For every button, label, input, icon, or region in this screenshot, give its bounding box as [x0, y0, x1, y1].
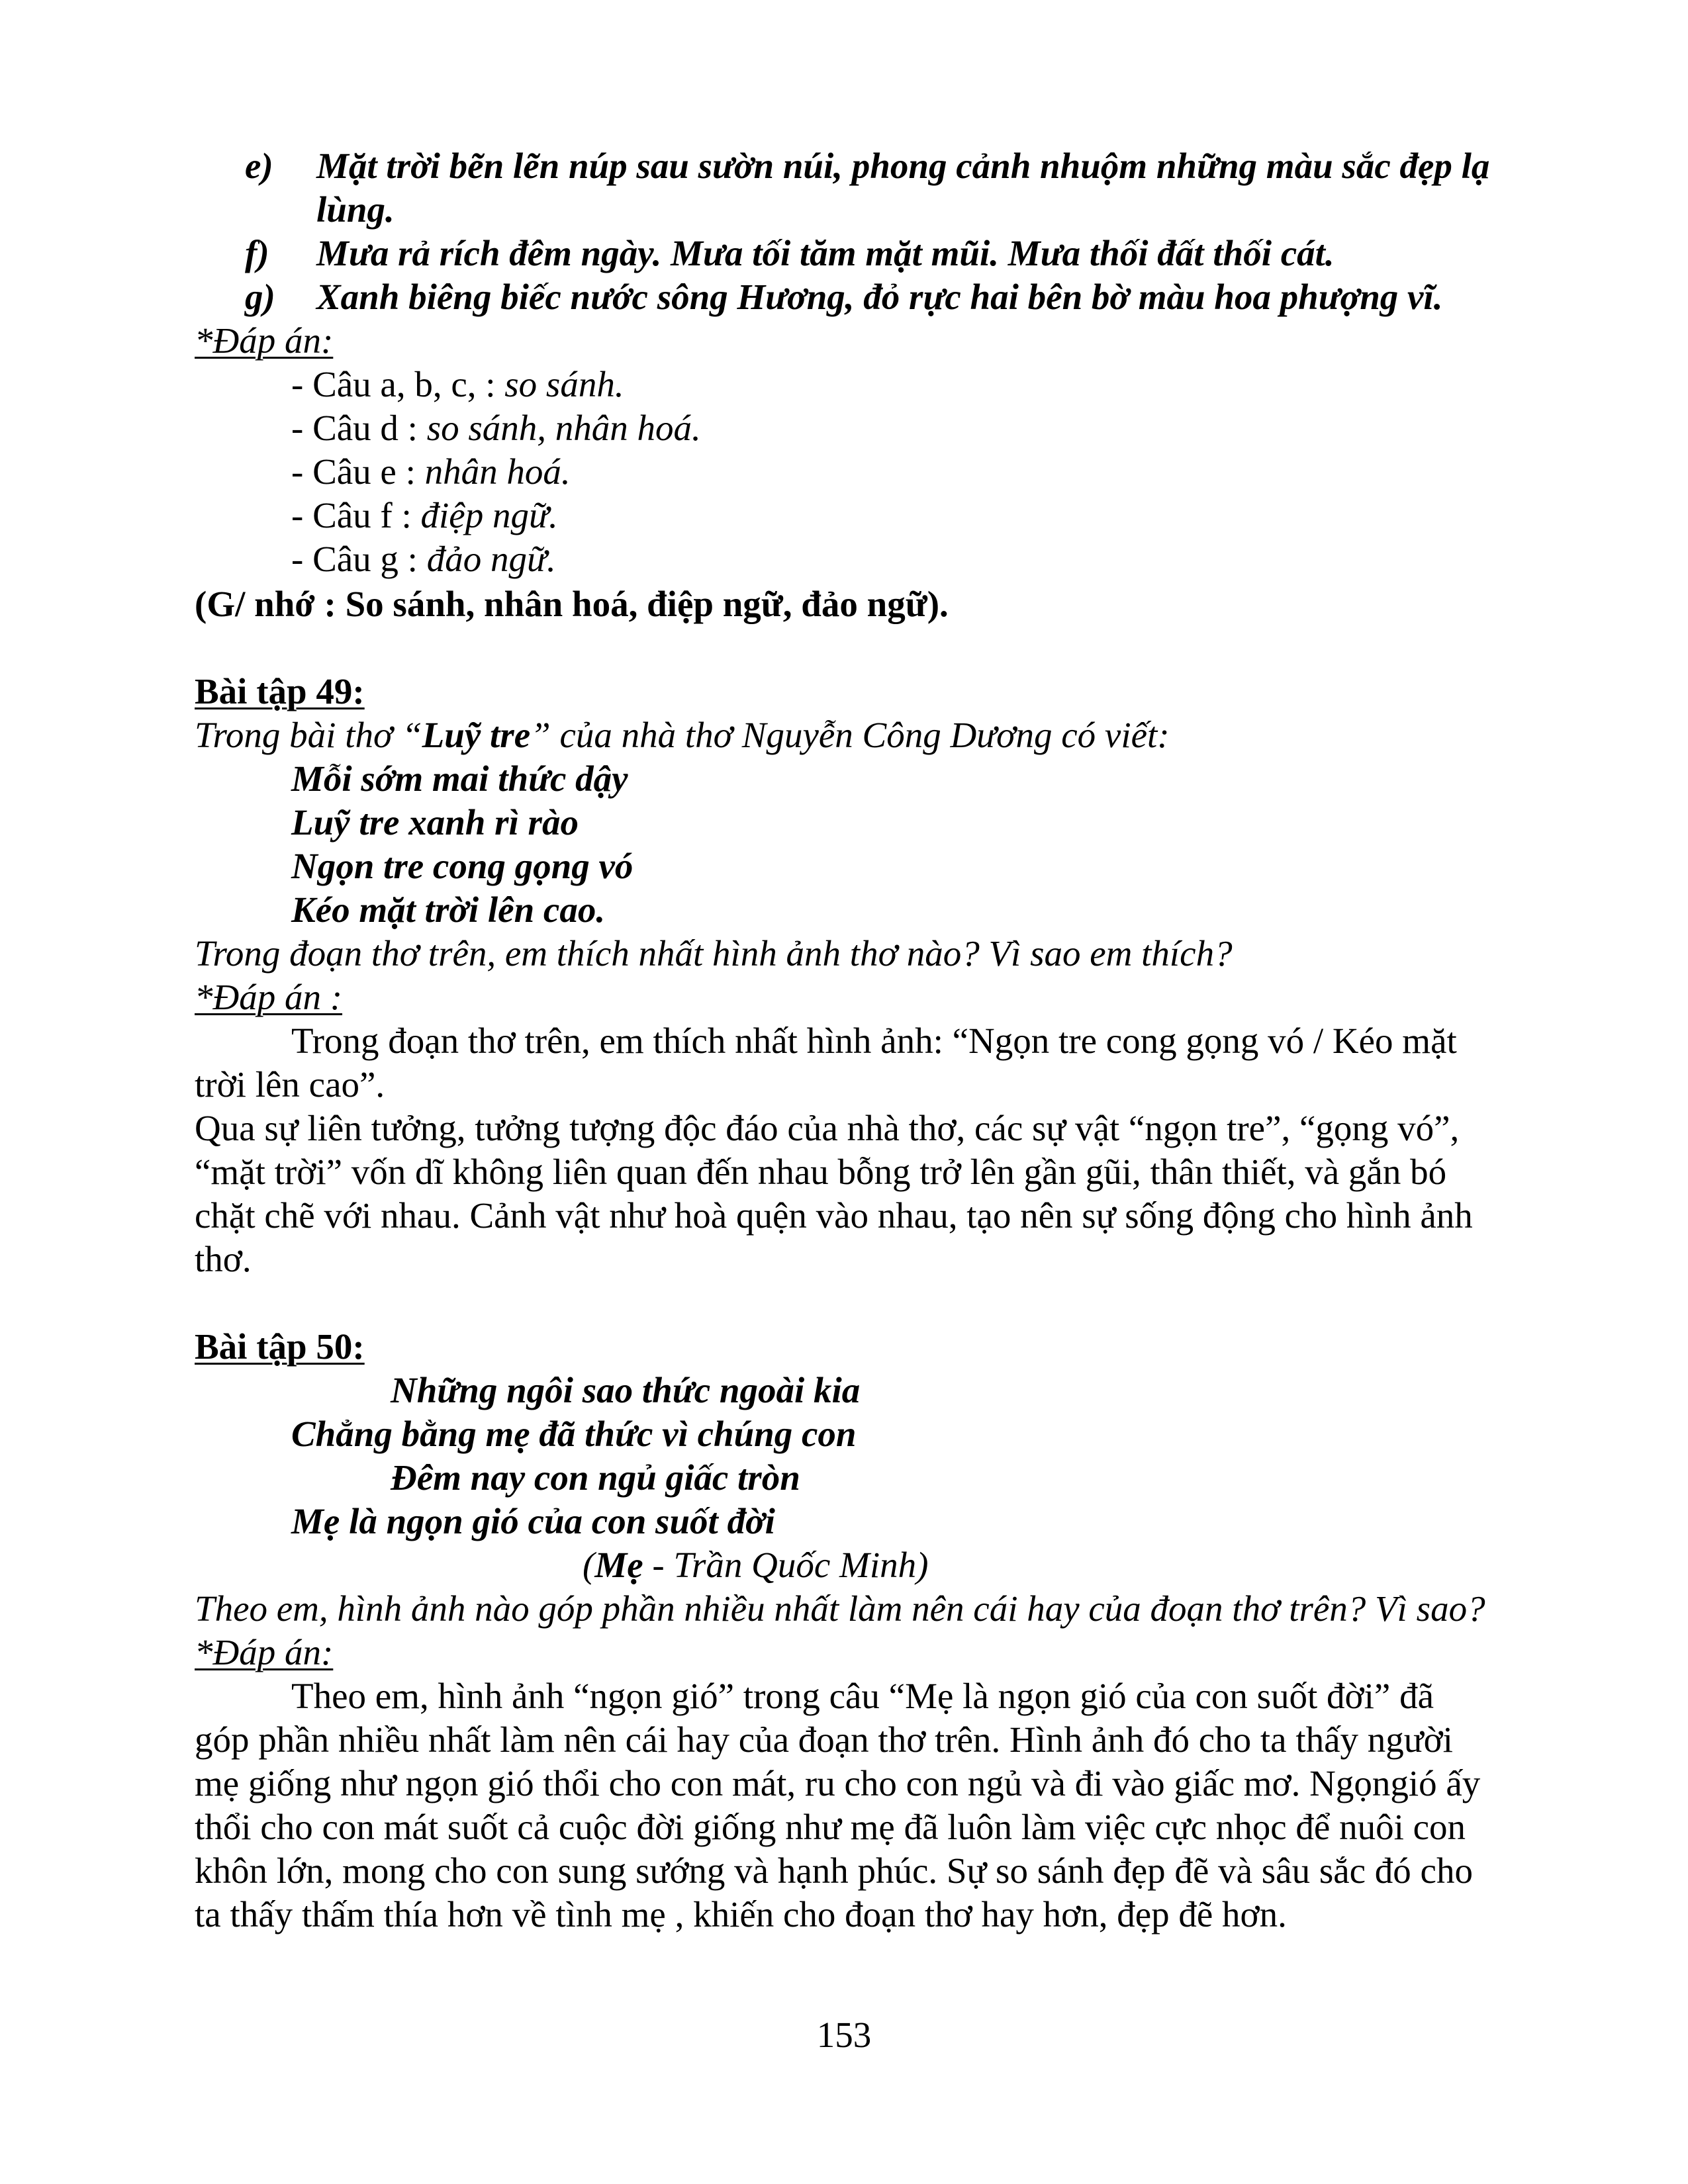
page-number: 153 [816, 2015, 872, 2055]
exercise-item-f: f) Mưa rả rích đêm ngày. Mưa tối tăm mặt mũi. Mưa thối đất thối cát. [245, 233, 1335, 273]
exercise-heading: Bài tập 50: [195, 1326, 365, 1367]
answer-heading: *Đáp án : [195, 977, 343, 1017]
exercise-item-g: g) Xanh biêng biếc nước sông Hương, đỏ rực hai bên bờ màu hoa phượng vĩ. [245, 277, 1443, 317]
exercise-heading: Bài tập 49: [195, 671, 365, 711]
poem-title: Luỹ tre [422, 715, 531, 755]
answer-line: - Câu f : điệp ngữ. [291, 495, 558, 535]
exercise-item-e-continuation: lùng. [316, 189, 395, 230]
poem-line: Mỗi sớm mai thức dậy [291, 758, 628, 799]
poem-line: Mẹ là ngọn gió của con suốt đời [291, 1501, 775, 1541]
answer-paragraph-line: chặt chẽ với nhau. Cảnh vật như hoà quện vào nhau, tạo nên sự sống động cho hình ảnh [195, 1195, 1473, 1236]
exercise-question: Theo em, hình ảnh nào góp phần nhiều nhất làm nên cái hay của đoạn thơ trên? Vì sao? [195, 1588, 1485, 1629]
poem-line: Kéo mặt trời lên cao. [291, 889, 606, 930]
poem-line: Chẳng bằng mẹ đã thức vì chúng con [291, 1414, 857, 1454]
answer-line: - Câu g : đảo ngữ. [291, 539, 556, 579]
exercise-intro: Trong bài thơ “Luỹ tre” của nhà thơ Nguyễn Công Dương có viết: [195, 715, 1170, 755]
answer-paragraph-line: Trong đoạn thơ trên, em thích nhất hình ảnh: “Ngọn tre cong gọng vó / Kéo mặt [291, 1021, 1457, 1061]
poem-source: (Mẹ - Trần Quốc Minh) [583, 1545, 929, 1585]
answer-paragraph-line: trời lên cao”. [195, 1064, 385, 1105]
answer-paragraph-line: khôn lớn, mong cho con sung sướng và hạnh phúc. Sự so sánh đẹp đẽ và sâu sắc đó cho [195, 1850, 1473, 1891]
teacher-note: (G/ nhớ : So sánh, nhân hoá, điệp ngữ, đảo ngữ). [195, 584, 949, 624]
answer-paragraph-line: góp phần nhiều nhất làm nên cái hay của đoạn thơ trên. Hình ảnh đó cho ta thấy người [195, 1719, 1453, 1760]
answer-paragraph-line: “mặt trời” vốn dĩ không liên quan đến nhau bỗng trở lên gần gũi, thân thiết, và gắn bó [195, 1152, 1447, 1192]
answer-line: - Câu d : so sánh, nhân hoá. [291, 408, 701, 448]
answer-paragraph-line: mẹ giống như ngọn gió thổi cho con mát, ru cho con ngủ và đi vào giấc mơ. Ngọngió ấy [195, 1763, 1481, 1803]
poem-title: Mẹ [594, 1545, 643, 1585]
poem-line: Những ngôi sao thức ngoài kia [391, 1370, 861, 1410]
exercise-item-e: e) Mặt trời bẽn lẽn núp sau sườn núi, phong cảnh nhuộm những màu sắc đẹp lạ [245, 146, 1490, 186]
answer-paragraph-line: Theo em, hình ảnh “ngọn gió” trong câu “Mẹ là ngọn gió của con suốt đời” đã [291, 1676, 1434, 1716]
answer-line: - Câu e : nhân hoá. [291, 451, 571, 492]
answer-paragraph-line: Qua sự liên tưởng, tưởng tượng độc đáo của nhà thơ, các sự vật “ngọn tre”, “gọng vó”, [195, 1108, 1460, 1148]
answer-paragraph-line: thơ. [195, 1239, 252, 1279]
answer-heading: *Đáp án: [195, 1632, 334, 1672]
poem-line: Đêm nay con ngủ giấc tròn [391, 1457, 800, 1498]
poem-line: Luỹ tre xanh rì rào [291, 802, 579, 842]
exercise-question: Trong đoạn thơ trên, em thích nhất hình ảnh thơ nào? Vì sao em thích? [195, 933, 1233, 974]
answer-line: - Câu a, b, c, : so sánh. [291, 364, 624, 404]
poem-line: Ngọn tre cong gọng vó [291, 846, 633, 886]
answer-heading: *Đáp án: [195, 320, 334, 361]
answer-paragraph-line: ta thấy thấm thía hơn về tình mẹ , khiến cho đoạn thơ hay hơn, đẹp đẽ hơn. [195, 1894, 1287, 1934]
answer-paragraph-line: thổi cho con mát suốt cả cuộc đời giống như mẹ đã luôn làm việc cực nhọc để nuôi con [195, 1807, 1466, 1847]
